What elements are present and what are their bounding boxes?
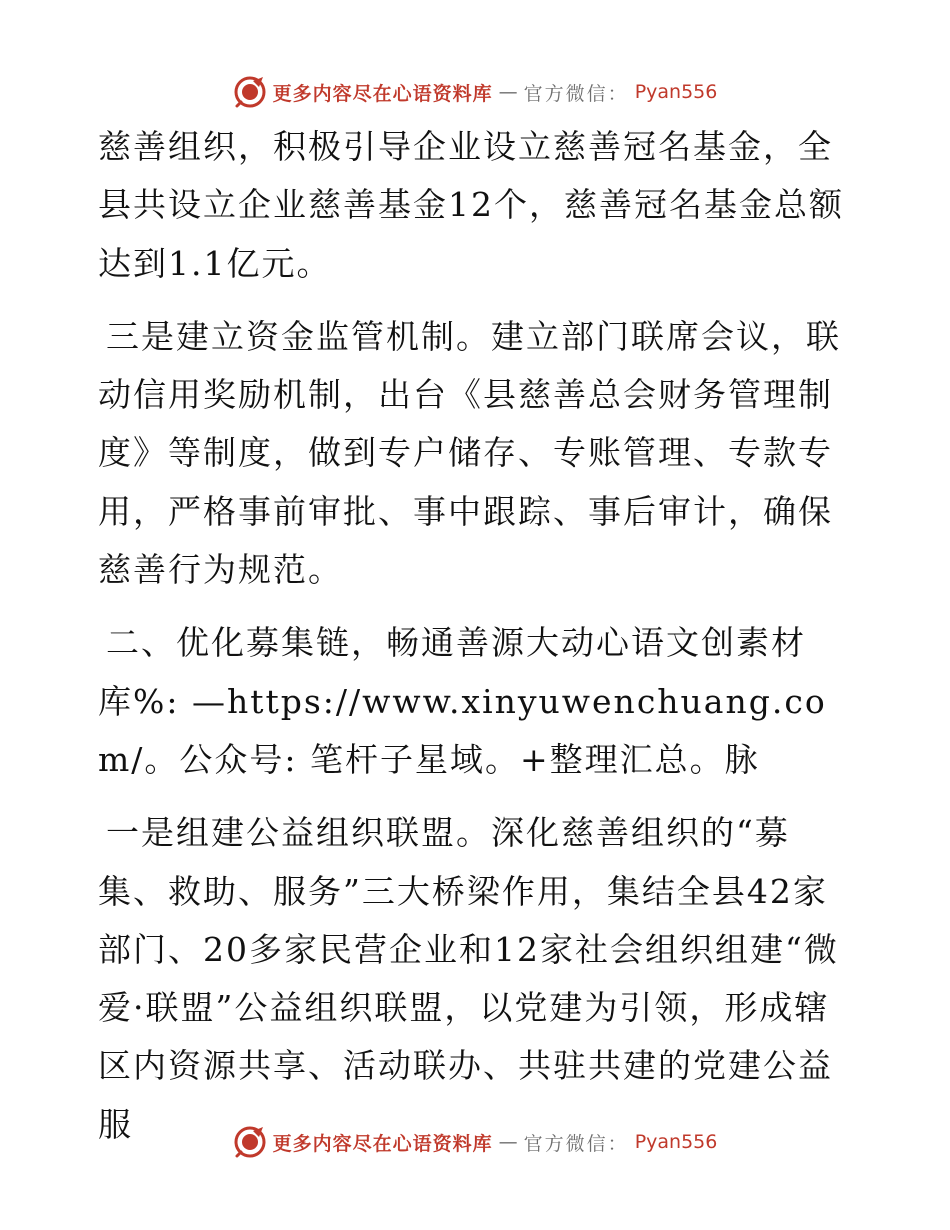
watermark-separator: — [498, 1131, 518, 1153]
header-watermark [0, 72, 950, 112]
footer-watermark [0, 1122, 950, 1162]
document-body [98, 118, 858, 1169]
watermark-separator: — [498, 81, 518, 103]
watermark-main-text: 更多内容尽在心语资料库 [272, 1132, 493, 1155]
pen-logo-icon [233, 75, 267, 109]
watermark-official-label: 官方微信： [523, 1132, 629, 1155]
pen-logo-icon [233, 1125, 267, 1159]
watermark-wechat-id: Pyan556 [634, 81, 718, 103]
watermark-wechat-id: Pyan556 [634, 1131, 718, 1153]
paragraph-continued: 慈善组织，积极引导企业设立慈善冠名基金，全县共设立企业慈善基金12个，慈善冠名基金总额达到1.1亿元。 [98, 127, 844, 283]
watermark-official-label: 官方微信： [523, 82, 629, 105]
watermark-main-text: 更多内容尽在心语资料库 [272, 82, 493, 105]
paragraph-fund-supervision: 三是建立资金监管机制。建立部门联席会议，联动信用奖励机制，出台《县慈善总会财务管理制度》等制度，做到专户储存、专账管理、专款专用，严格事前审批、事中跟踪、事后审计，确保慈善行为规范。 [98, 316, 841, 590]
paragraph-section-heading: 二、优化募集链，畅通善源大动心语文创素材库%: —https://www.xinyuwenchuang.com/。公众号: 笔杆子星域。+整理汇总。脉 [98, 623, 827, 779]
paragraph-alliance: 一是组建公益组织联盟。深化慈善组织的“募集、救助、服务”三大桥梁作用，集结全县42家部门、20多家民营企业和12家社会组织组建“微爱·联盟”公益组织联盟，以党建为引领，形成辖区内资源共享、活动联办、共驻共建的党建公益服 [98, 813, 839, 1144]
